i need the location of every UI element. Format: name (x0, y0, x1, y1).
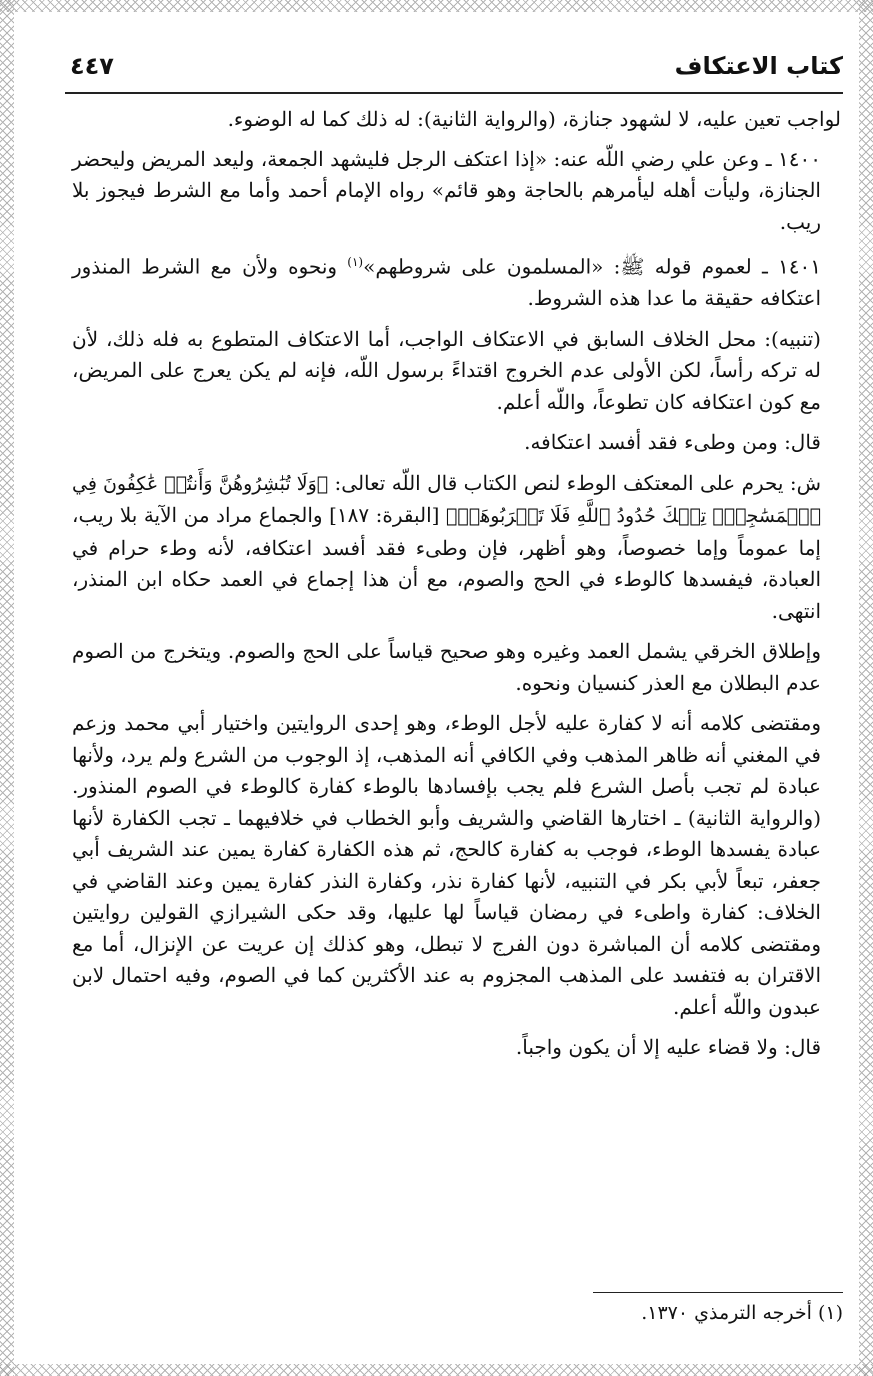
paragraph-qala-2: قال: ولا قضاء عليه إلا أن يكون واجباً. (515, 1035, 821, 1060)
running-title: كتاب الاعتكاف (674, 52, 843, 80)
paragraph-kaffara: ومقتضى كلامه أنه لا كفارة عليه لأجل الوطء، وهو إحدى الروايتين واختيار أبي محمد وزعم في المغني أنه ظاهر المذهب وفي الكافي أنه المذهب، إذ الوجوب من الشرع ولم يرد، ولأنها عبادة لم تجب بأصل الشرع فلم يجب بإفسادها بالوطء كفارة كالوطء في الصوم المنذور. (والرواية الثانية) ـ اختارها القاضي والشريف وأبو الخطاب في خلافيهما ـ تجب الكفارة لأنها عبادة يفسدها الوطء، فوجب به كفارة كالحج، ثم هذه الكفارة كفارة يمين عند الشريف أبي جعفر، تبعاً لأبي بكر في التنبيه، لأنها كفارة نذر، وكفارة النذر كفارة يمين وعند القاضي في الخلاف: كفارة واطىء في رمضان قياساً لها عليها، وقد حكى الشيرازي القولين روايتين ومقتضى كلامه أن المباشرة دون الفرج لا تبطل، وهو كذلك إن عريت عن الإنزال، أما مع الاقتران به فتفسد على المذهب المجزوم به عند الأكثرين كما في الصوم، وفيه احتمال لابن عبدون واللّه أعلم. (72, 711, 821, 1019)
header-divider (65, 92, 843, 94)
paragraph-1401 (72, 247, 841, 315)
decorative-border-bottom (0, 1364, 873, 1376)
footnote-divider (593, 1292, 843, 1293)
paragraph-sharh (72, 468, 841, 628)
decorative-border-right (859, 0, 873, 1376)
paragraph-1401-tail: ونحوه ولأن مع الشرط المنذور اعتكافه حقيقة ما عدا هذه الشروط. (72, 254, 821, 311)
page-body (72, 104, 841, 1073)
paragraph-sharh-text: ش: يحرم على المعتكف الوطء لنص الكتاب قال اللّه تعالى: (328, 470, 821, 495)
footnote-marker[interactable]: (١) (347, 255, 364, 269)
paragraph-note: (تنبيه): محل الخلاف السابق في الاعتكاف الواجب، أما الاعتكاف المتطوع به فله ذلك، لأن له تركه رأساً، لكن الأولى عدم الخروج اقتداءً برسول اللّه، فإنه لم يكن يعرج على المريض، مع كون اعتكافه كان تطوعاً، واللّه أعلم. (72, 326, 821, 414)
paragraph-kharaqi: وإطلاق الخرقي يشمل العمد وغيره وهو صحيح قياساً على الحج والصوم. ويتخرج من الصوم عدم البطلان مع العذر كنسيان ونحوه. (72, 639, 821, 695)
paragraph-1: لواجب تعين عليه، لا لشهود جنازة، (والرواية الثانية): له ذلك كما له الوضوء. (227, 107, 841, 131)
paragraph-1401-text: ١٤٠١ ـ لعموم قوله ﷺ: «المسلمون على شروطهم» (363, 254, 821, 279)
quran-verse: ﴿وَلَا تُبَٰشِرُوهُنَّ وَأَنتُمۡ عَٰكِفُونَ فِي ٱلۡمَسَٰجِدِۗ تِلۡكَ حُدُودُ ٱللَّهِ فَلَا تَقۡرَبُوهَاۗ﴾ (72, 472, 821, 528)
page-number: ٤٤٧ (70, 52, 114, 80)
paragraph-sharh-tail: [البقرة: ١٨٧] والجماع مراد من الآية بلا ريب، إما عموماً وإما خصوصاً، وهو أظهر، فإن وطىء فقد أفسد اعتكافه، لأنه وطء حرام في العبادة، فيفسدها كالوطء في الحج والصوم، مع أن هذا إجماع في العمد حكاه ابن المنذر، انتهى. (72, 503, 821, 623)
paragraph-1400: ١٤٠٠ ـ وعن علي رضي اللّه عنه: «إذا اعتكف الرجل فليشهد الجمعة، وليعد المريض وليحضر الجنازة، وليأت أهله ليأمرهم بالحاجة وهو قائم» رواه الإمام أحمد وأما مع الشرط فيجوز بلا ريب. (72, 146, 821, 234)
footnote: (١) أخرجه الترمذي ١٣٧٠. (641, 1302, 843, 1324)
decorative-border-top (0, 0, 873, 12)
decorative-border-left (0, 0, 14, 1376)
page-header (70, 50, 843, 90)
paragraph-qala-1: قال: ومن وطىء فقد أفسد اعتكافه. (524, 430, 821, 455)
